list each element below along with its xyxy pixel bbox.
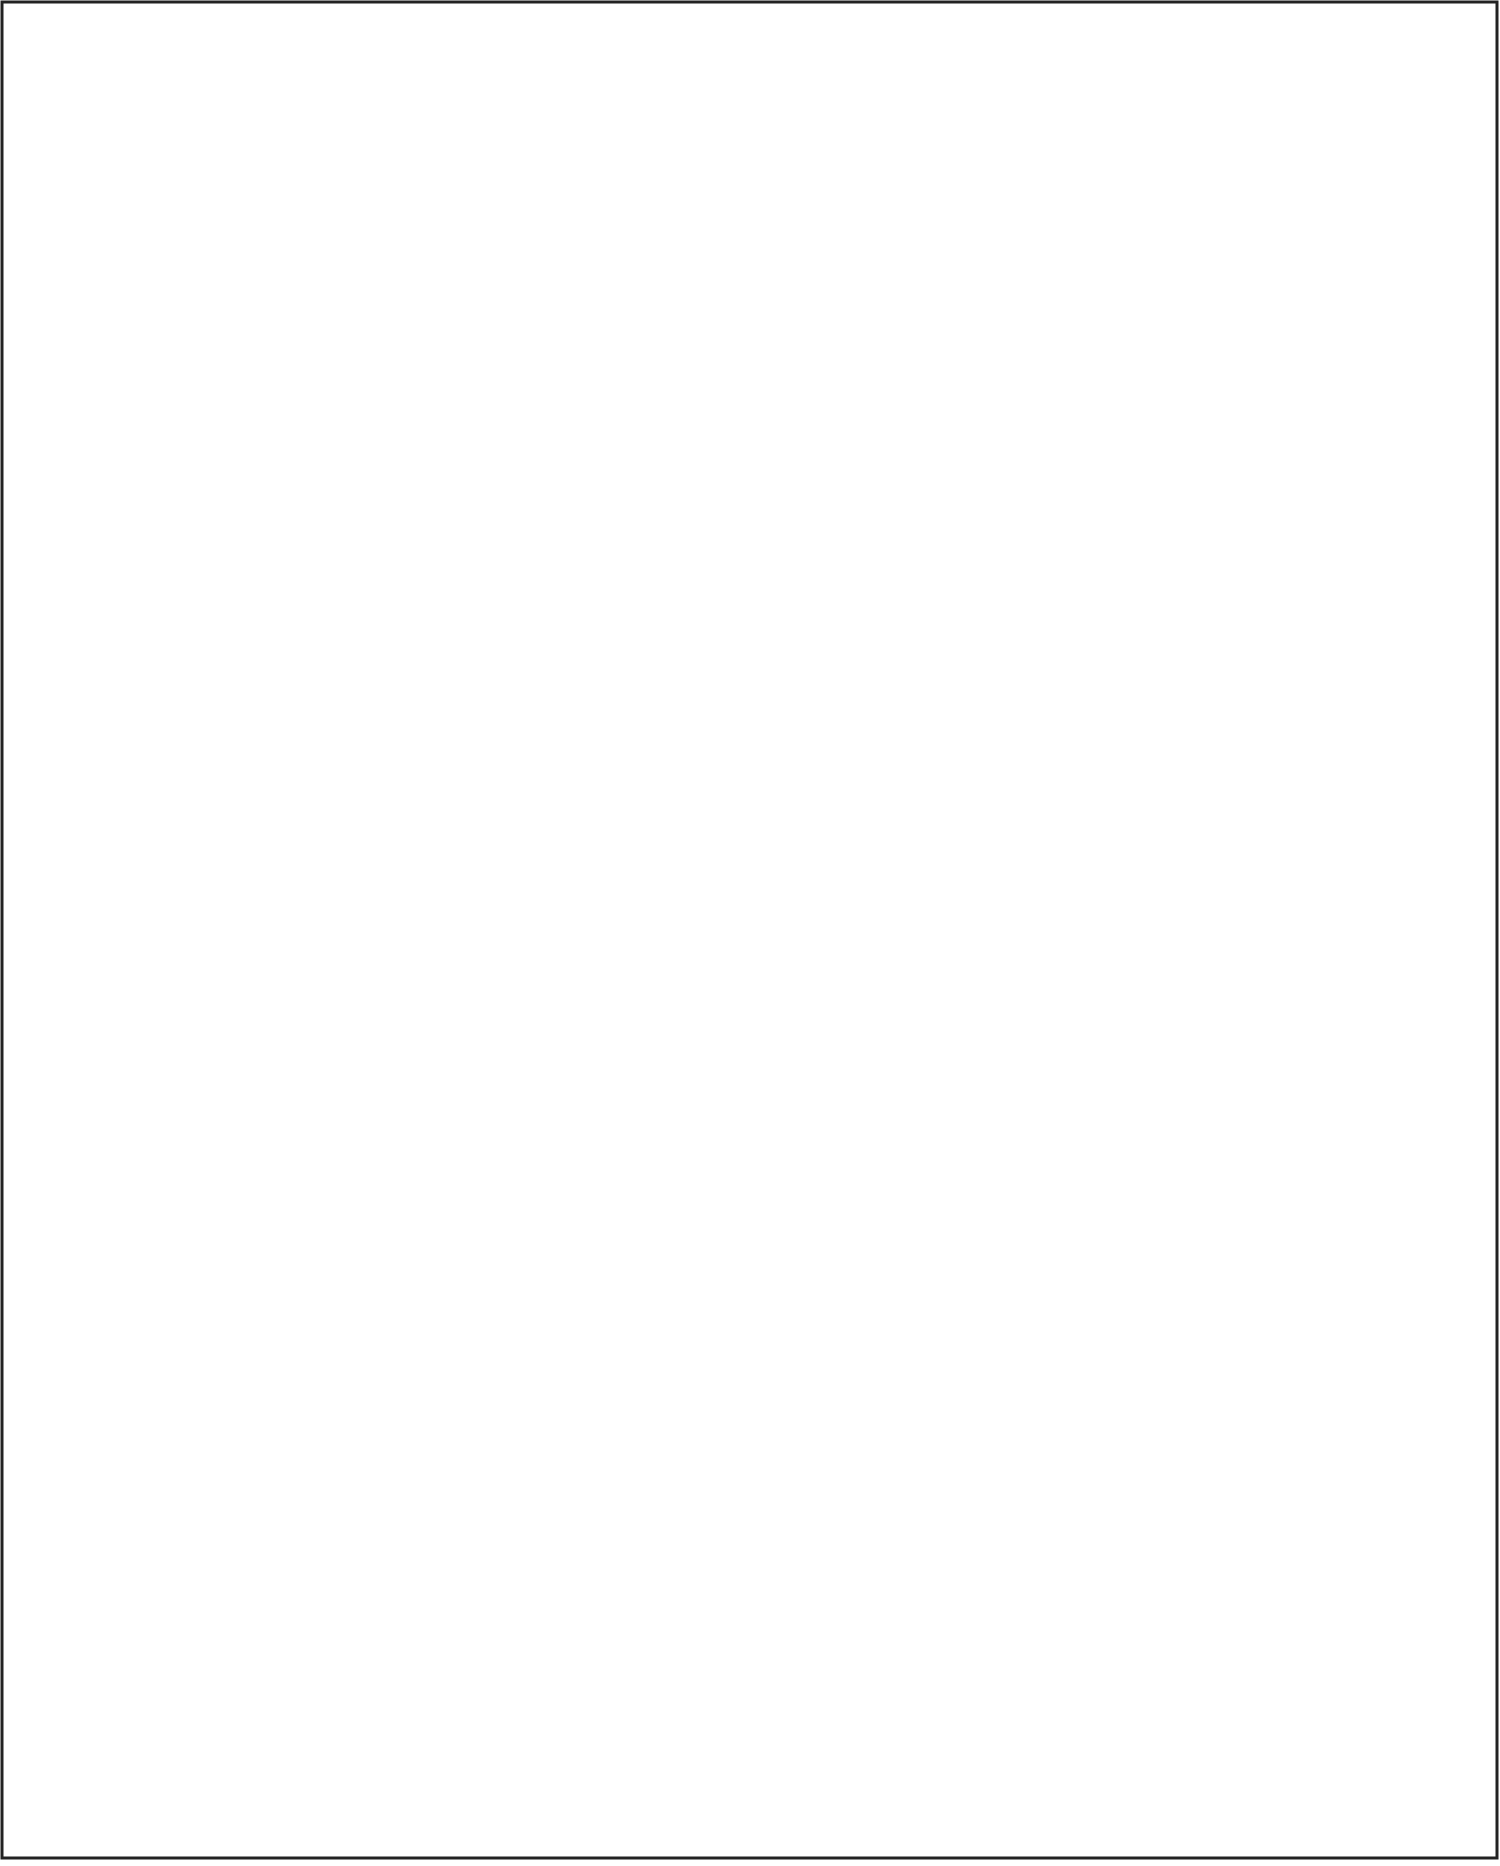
diagram-border xyxy=(2,2,1497,1858)
